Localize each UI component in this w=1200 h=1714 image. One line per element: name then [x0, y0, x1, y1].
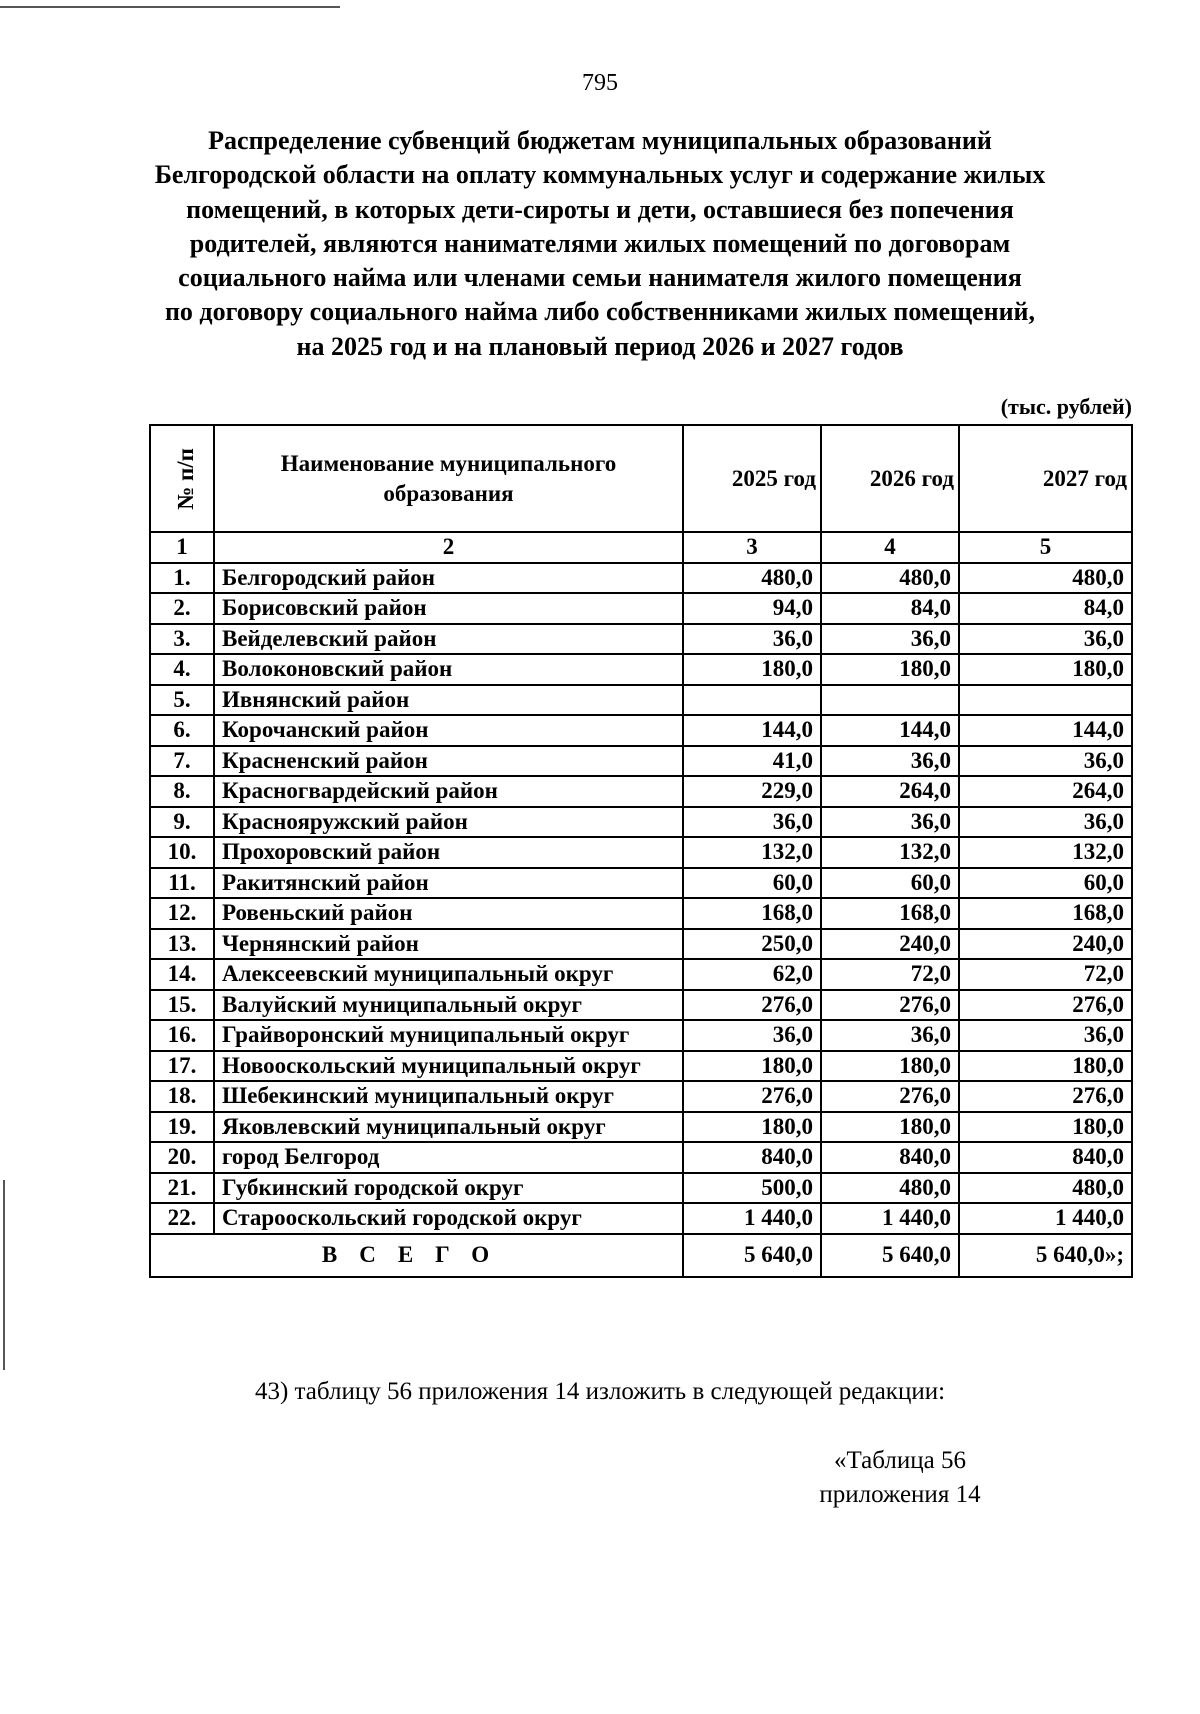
- row-number: 10.: [150, 837, 214, 868]
- value-2027: 72,0: [959, 959, 1132, 990]
- municipality-name: Ракитянский район: [214, 868, 683, 899]
- value-2027: 36,0: [959, 746, 1132, 777]
- municipality-name: Шебекинский муниципальный округ: [214, 1081, 683, 1112]
- column-number: 4: [821, 532, 959, 563]
- municipality-name: Ивнянский район: [214, 685, 683, 716]
- municipality-name: Краснояружский район: [214, 807, 683, 838]
- value-2027: 840,0: [959, 1142, 1132, 1173]
- value-2025: 60,0: [683, 868, 821, 899]
- table-row: [150, 624, 1132, 655]
- row-number: 19.: [150, 1112, 214, 1143]
- value-2025: 1 440,0: [683, 1203, 821, 1234]
- value-2026: 276,0: [821, 990, 959, 1021]
- value-2027: 264,0: [959, 776, 1132, 807]
- value-2025: 229,0: [683, 776, 821, 807]
- value-2025: 132,0: [683, 837, 821, 868]
- subventions-table: [149, 424, 1133, 1278]
- row-number: 12.: [150, 898, 214, 929]
- table-row: [150, 990, 1132, 1021]
- header-name: Наименование муниципального образования: [214, 425, 683, 532]
- value-2026: 276,0: [821, 1081, 959, 1112]
- value-2027: 1 440,0: [959, 1203, 1132, 1234]
- value-2027: 36,0: [959, 1020, 1132, 1051]
- table-row: [150, 868, 1132, 899]
- value-2027: 480,0: [959, 563, 1132, 594]
- title-line: Распределение субвенций бюджетам муниципальных образований: [208, 126, 992, 155]
- value-2026: 180,0: [821, 654, 959, 685]
- value-2026: 180,0: [821, 1112, 959, 1143]
- municipality-name: город Белгород: [214, 1142, 683, 1173]
- table-row: [150, 837, 1132, 868]
- municipality-name: Красногвардейский район: [214, 776, 683, 807]
- value-2027: 276,0: [959, 990, 1132, 1021]
- table-row: [150, 746, 1132, 777]
- header-2026: 2026 год: [821, 425, 959, 532]
- header-2027: 2027 год: [959, 425, 1132, 532]
- value-2027: 180,0: [959, 1051, 1132, 1082]
- table-reference-line: приложения 14: [819, 1481, 981, 1508]
- page-number: 795: [582, 70, 618, 96]
- row-number: 20.: [150, 1142, 214, 1173]
- value-2025: 500,0: [683, 1173, 821, 1204]
- municipality-name: Белгородский район: [214, 563, 683, 594]
- row-number: 5.: [150, 685, 214, 716]
- amendment-note: 43) таблицу 56 приложения 14 изложить в следующей редакции:: [254, 1378, 946, 1405]
- units-label: (тыс. рублей): [1000, 394, 1132, 419]
- table-row: [150, 1173, 1132, 1204]
- value-2027: 480,0: [959, 1173, 1132, 1204]
- value-2026: 1 440,0: [821, 1203, 959, 1234]
- row-number: 7.: [150, 746, 214, 777]
- value-2027: 276,0: [959, 1081, 1132, 1112]
- row-number: 2.: [150, 593, 214, 624]
- value-2026: 480,0: [821, 1173, 959, 1204]
- table-row: [150, 593, 1132, 624]
- municipality-name: Новооскольский муниципальный округ: [214, 1051, 683, 1082]
- table-reference: [790, 1444, 1010, 1512]
- row-number: 22.: [150, 1203, 214, 1234]
- scan-edge-line-left: [3, 1180, 5, 1370]
- row-number: 18.: [150, 1081, 214, 1112]
- table-row: [150, 563, 1132, 594]
- municipality-name: Прохоровский район: [214, 837, 683, 868]
- municipality-name: Вейделевский район: [214, 624, 683, 655]
- total-2025: 5 640,0: [683, 1234, 821, 1277]
- row-number: 4.: [150, 654, 214, 685]
- title-line: на 2025 год и на плановый период 2026 и 2027 годов: [296, 331, 904, 361]
- value-2025: [683, 685, 821, 716]
- value-2026: 840,0: [821, 1142, 959, 1173]
- value-2026: 180,0: [821, 1051, 959, 1082]
- row-number: 9.: [150, 807, 214, 838]
- value-2026: 132,0: [821, 837, 959, 868]
- municipality-name: Старооскольский городской округ: [214, 1203, 683, 1234]
- value-2026: 72,0: [821, 959, 959, 990]
- municipality-name: Алексеевский муниципальный округ: [214, 959, 683, 990]
- municipality-name: Корочанский район: [214, 715, 683, 746]
- value-2025: 36,0: [683, 1020, 821, 1051]
- row-number: 15.: [150, 990, 214, 1021]
- header-row: [150, 425, 1132, 532]
- column-number: 2: [214, 532, 683, 563]
- table-row: [150, 1112, 1132, 1143]
- value-2027: 36,0: [959, 807, 1132, 838]
- value-2027: 36,0: [959, 624, 1132, 655]
- value-2027: 180,0: [959, 654, 1132, 685]
- municipality-name: Грайворонский муниципальный округ: [214, 1020, 683, 1051]
- municipality-name: Губкинский городской округ: [214, 1173, 683, 1204]
- value-2027: 84,0: [959, 593, 1132, 624]
- row-number: 1.: [150, 563, 214, 594]
- value-2027: 180,0: [959, 1112, 1132, 1143]
- column-number: 3: [683, 532, 821, 563]
- title-line: по договору социального найма либо собственниками жилых помещений,: [164, 297, 1036, 327]
- column-number: 1: [150, 532, 214, 563]
- table-row: [150, 929, 1132, 960]
- municipality-name: Красненский район: [214, 746, 683, 777]
- value-2026: 240,0: [821, 929, 959, 960]
- value-2026: 36,0: [821, 624, 959, 655]
- total-row: [150, 1234, 1132, 1277]
- table-row: [150, 715, 1132, 746]
- value-2026: 36,0: [821, 1020, 959, 1051]
- table-row: [150, 807, 1132, 838]
- row-number: 14.: [150, 959, 214, 990]
- value-2025: 144,0: [683, 715, 821, 746]
- value-2027: 60,0: [959, 868, 1132, 899]
- table-reference-line: «Таблица 56: [834, 1447, 966, 1474]
- table-row: [150, 898, 1132, 929]
- municipality-name: Яковлевский муниципальный округ: [214, 1112, 683, 1143]
- title-line: Белгородской области на оплату коммунальных услуг и содержание жилых: [154, 160, 1046, 190]
- value-2026: 60,0: [821, 868, 959, 899]
- value-2026: [821, 685, 959, 716]
- column-number-row: [150, 532, 1132, 563]
- value-2026: 480,0: [821, 563, 959, 594]
- header-2025: 2025 год: [683, 425, 821, 532]
- value-2026: 264,0: [821, 776, 959, 807]
- value-2025: 250,0: [683, 929, 821, 960]
- column-number: 5: [959, 532, 1132, 563]
- value-2025: 180,0: [683, 654, 821, 685]
- municipality-name: Борисовский район: [214, 593, 683, 624]
- table-row: [150, 1203, 1132, 1234]
- value-2027: 168,0: [959, 898, 1132, 929]
- table-row: [150, 1142, 1132, 1173]
- municipality-name: Валуйский муниципальный округ: [214, 990, 683, 1021]
- row-number: 3.: [150, 624, 214, 655]
- value-2027: 132,0: [959, 837, 1132, 868]
- value-2025: 36,0: [683, 624, 821, 655]
- table-row: [150, 776, 1132, 807]
- value-2025: 62,0: [683, 959, 821, 990]
- value-2026: 36,0: [821, 746, 959, 777]
- row-number: 13.: [150, 929, 214, 960]
- title-line: помещений, в которых дети-сироты и дети, оставшиеся без попечения: [186, 194, 1014, 224]
- title-line: социального найма или членами семьи нанимателя жилого помещения: [178, 263, 1022, 293]
- value-2026: 168,0: [821, 898, 959, 929]
- total-label: ВСЕГО: [150, 1234, 683, 1277]
- total-2027: 5 640,0»;: [959, 1234, 1132, 1277]
- table-row: [150, 654, 1132, 685]
- value-2027: 240,0: [959, 929, 1132, 960]
- value-2025: 180,0: [683, 1051, 821, 1082]
- value-2025: 94,0: [683, 593, 821, 624]
- row-number: 8.: [150, 776, 214, 807]
- header-num: [150, 425, 214, 532]
- municipality-name: Ровеньский район: [214, 898, 683, 929]
- title-line: родителей, являются нанимателями жилых помещений по договорам: [189, 228, 1011, 258]
- table-row: [150, 1081, 1132, 1112]
- row-number: 11.: [150, 868, 214, 899]
- value-2025: 41,0: [683, 746, 821, 777]
- table-row: [150, 685, 1132, 716]
- row-number: 6.: [150, 715, 214, 746]
- value-2025: 840,0: [683, 1142, 821, 1173]
- row-number: 21.: [150, 1173, 214, 1204]
- value-2026: 144,0: [821, 715, 959, 746]
- table-row: [150, 1020, 1132, 1051]
- value-2026: 84,0: [821, 593, 959, 624]
- value-2025: 168,0: [683, 898, 821, 929]
- value-2025: 276,0: [683, 990, 821, 1021]
- value-2025: 480,0: [683, 563, 821, 594]
- row-number: 16.: [150, 1020, 214, 1051]
- scan-edge-line-top: [0, 6, 340, 8]
- table-row: [150, 959, 1132, 990]
- table-row: [150, 1051, 1132, 1082]
- value-2025: 36,0: [683, 807, 821, 838]
- total-2026: 5 640,0: [821, 1234, 959, 1277]
- municipality-name: Волоконовский район: [214, 654, 683, 685]
- header-num-label: № п/п: [172, 447, 198, 510]
- value-2026: 36,0: [821, 807, 959, 838]
- row-number: 17.: [150, 1051, 214, 1082]
- value-2027: 144,0: [959, 715, 1132, 746]
- value-2025: 180,0: [683, 1112, 821, 1143]
- value-2027: [959, 685, 1132, 716]
- document-title: [140, 124, 1060, 364]
- value-2025: 276,0: [683, 1081, 821, 1112]
- municipality-name: Чернянский район: [214, 929, 683, 960]
